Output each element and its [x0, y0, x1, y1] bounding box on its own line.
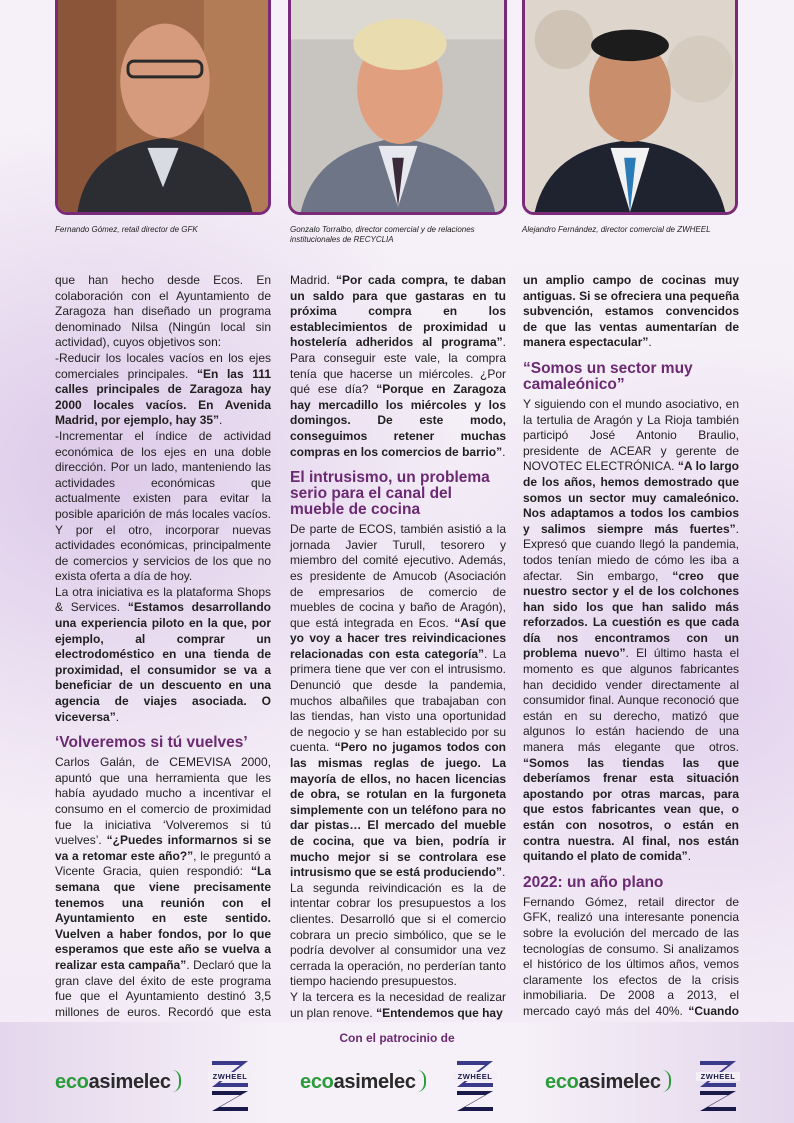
article-column-1: [55, 273, 271, 1052]
paragraph: Carlos Galán, de CEMEVISA 2000, apuntó que una herramienta que les había ayudado mucho a incentivar el consumo en el comercio de proximidad fue la iniciativa ‘Volveremos si tú vuelves’. “¿Puedes informarnos si se va a retomar este año?”, le preguntó a Vicente Gracia, quien respondió: “La semana que viene precisamente tenemos una reunión con el Ayuntamiento en este sentido. Vuelven a haber fondos, por lo que esperamos que este año se vuelva a realizar esta campaña”. Declaró que la gran clave del éxito de este programa fue que el Ayuntamiento destinó 3,5 millones de euros. Recordó que esta: [55, 755, 272, 1019]
photo-caption: Fernando Gómez, retail director de GFK: [55, 225, 198, 234]
sponsor-title: Con el patrocinio de: [339, 1031, 455, 1045]
paragraph: Y siguiendo con el mundo asociativo, en la tertulia de Aragón y La Rioja también participó José Antonio Braulio, presidente de ACEAR y gerente de NOVOTEC ELECTRÓNICA. “A lo largo de los años, hemos demostrado que somos un sector muy camaleónico. Nos adaptamos a todos los cambios y salimos siempre más fuertes”. Expresó que cuando llegó la pandemia, todos tenían miedo de cómo les iba a afectar. Sin embargo, “creo que nuestro sector y el de los colchones han sido los que han salido más reforzados. La cuestión es que cada día nos encontramos con un problema nuevo”. El último hasta el momento es que algunos fabricantes han decidido vender directamente al consumidor final. Aunque reconoció que están en su derecho, matizó que algunos lo están haciendo de una manera más elegante que otros. “Somos las tiendas las que deberíamos frenar esta situación apostando por otras marcas, para que estos fabricantes vean que, o están con nosotros, o están en contra nuestra. Al final, nos están quitando el plato de comida”.: [523, 396, 740, 864]
paragraph: La segunda reivindicación es la de intentar cobrar los presupuestos a los clientes. Desarrolló que si el comercio cobrara un precio simbólico, que se le podría devolver al consumidor una vez cerrada la operación, no perderían tanto tiempo haciendo presupuestos.: [290, 880, 506, 989]
ecoasimelec-logo: ecoasimelec: [300, 1070, 426, 1094]
paragraph: -Incrementar el índice de actividad económica de los ejes en una doble dirección. Por un lado, manteniendo las actividades económicas que actualmente existen para evitar la posible aparición de más locales vacíos. Y por el otro, incorporar nuevas actividades económicas, principalmente de comercios y servicios de los que no exista oferta a día de hoy.: [55, 428, 271, 584]
photo-caption: Alejandro Fernández, director comercial de ZWHEEL: [522, 225, 711, 234]
zwheel-logo: ZWHEEL: [208, 1055, 252, 1113]
ecoasimelec-logo: ecoasimelec: [55, 1070, 181, 1094]
zwheel-logo: ZWHEEL: [453, 1055, 497, 1113]
section-heading: El intrusismo, un problema serio para el canal del mueble de cocina: [290, 469, 490, 519]
ecoasimelec-logo: ecoasimelec: [545, 1070, 671, 1094]
photo-gonzalo-torralbo: [288, 0, 507, 215]
paragraph: Y la tercera es la necesidad de realizar un plan renove. “Entendemos que hay: [290, 989, 506, 1020]
paragraph: un amplio campo de cocinas muy antiguas. Si se ofreciera una pequeña subvención, estamos convencidos de que las ventas aumentarían de manera espectacular”.: [523, 273, 739, 350]
paragraph: La otra iniciativa es la plataforma Shops & Services. “Estamos desarrollando una experiencia piloto en la que, por ejemplo, al comprar un electrodoméstico en una tienda de proximidad, el consumidor se va a beneficiar de un descuento en una agencia de viajes asociada. O viceversa”.: [55, 584, 271, 724]
paragraph: De parte de ECOS, también asistió a la jornada Javier Turull, tesorero y miembro del comité ejecutivo. Además, es presidente de Amucob (Asociación de empresarios de comercio de muebles de cocina y baño de Aragón), que está integrada en Ecos. “Así que yo voy a hacer tres reivindicaciones relacionadas con esta categoría”. La primera tiene que ver con el intrusismo. Denunció que desde la pandemia, muchos albañiles que trabajaban con las tiendas, han visto una oportunidad de negocio y se han establecido por su cuenta. “Pero no jugamos todos con las mismas reglas de juego. La mayoría de ellos, no hacen licencias de obra, se rotulan en la furgoneta simplemente con un teléfono para no dar pistas… El mercado del mueble de cocina, que va bien, podría ir mucho mejor si se controlara ese intrusismo que se está produciendo”.: [290, 522, 506, 880]
article-column-2: [290, 273, 506, 1021]
paragraph: que han hecho desde Ecos. En colaboración con el Ayuntamiento de Zaragoza han diseñado un programa denominado Nilsa (Ningún local sin actividad), cuyos objetivos son:: [55, 273, 271, 350]
article-column-3: [523, 273, 739, 1035]
photo-caption: Gonzalo Torralbo, director comercial y de relaciones institucionales de RECYCLIA: [290, 225, 475, 244]
section-heading: “Somos un sector muy camaleónico”: [523, 359, 693, 393]
photo-fernando-gomez: [55, 0, 271, 215]
paragraph: Madrid. “Por cada compra, te daban un saldo para que gastaras en tu próxima compra en los establecimientos de proximidad u hostelería adheridos al programa”. Para conseguir este vale, la compra tenía que hacerse un miércoles. ¿Por qué ese día? “Porque en Zaragoza hay mercadillo los miércoles y los domingos. De este modo, conseguimos retener muchas compras en los comercios de barrio”.: [290, 273, 506, 459]
section-heading: 2022: un año plano: [523, 873, 664, 891]
section-heading: ‘Volveremos si tú vuelves’: [55, 734, 248, 752]
zwheel-logo: ZWHEEL: [696, 1055, 740, 1113]
paragraph: Fernando Gómez, retail director de GFK, realizó una interesante ponencia sobre la evolución del mercado de las tecnologías de consumo. Si analizamos el histórico de los últimos años, vemos claramente los efectos de la crisis inmobiliaria. De 2008 a 2013, el mercado cayó más del 40%. “Cuando: [523, 894, 739, 1018]
sponsor-footer: [0, 1022, 794, 1123]
photo-alejandro-fernandez: [522, 0, 738, 215]
paragraph: -Reducir los locales vacíos en los ejes comerciales principales. “En las 111 calles principales de Zaragoza hay 2000 locales vacíos. En Avenida Madrid, por ejemplo, hay 35”.: [55, 350, 271, 428]
